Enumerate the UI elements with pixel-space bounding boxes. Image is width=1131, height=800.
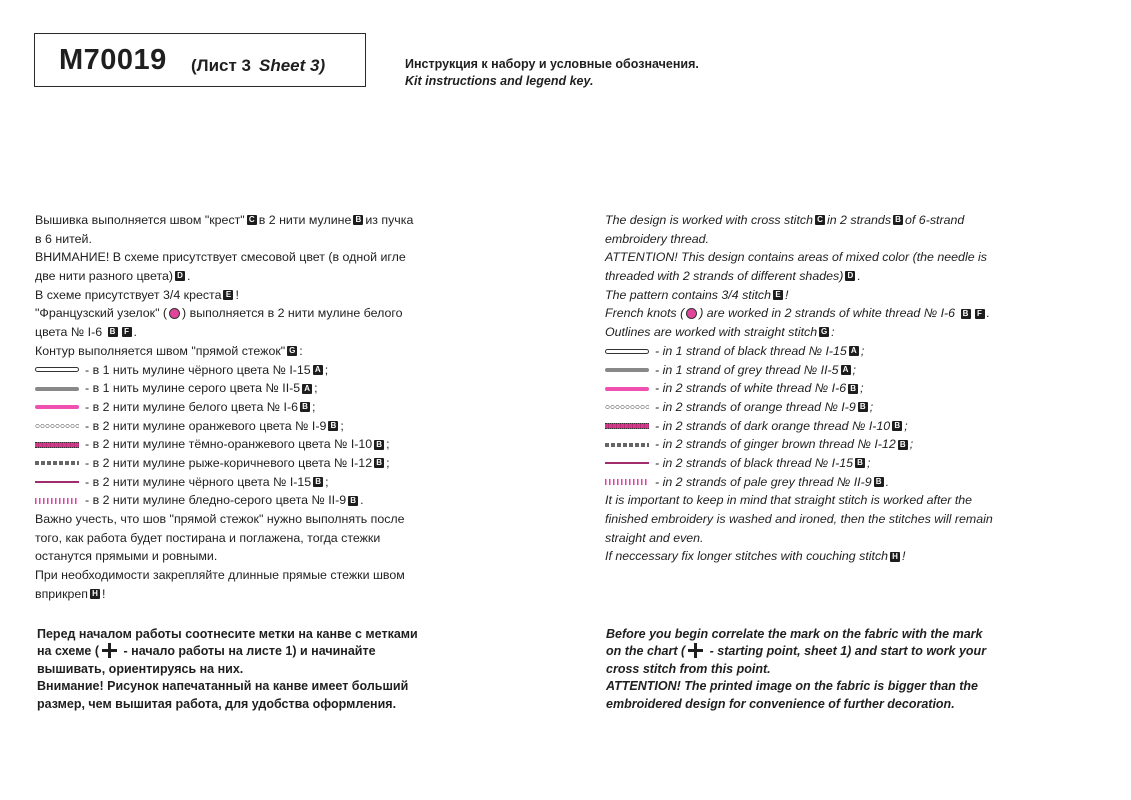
ru-line: в 6 нитей. [35, 231, 92, 246]
start-cross-icon [688, 643, 703, 658]
marker-b-icon: B [961, 309, 971, 319]
marker-icon: B [892, 421, 902, 431]
ru-line: вприкреп H ! [35, 586, 106, 601]
ru-line: ВНИМАНИЕ! В схеме присутствует смесовой цвет (в одной игле [35, 250, 406, 265]
en-line: Outlines are worked with straight stitch G : [605, 325, 835, 340]
ru-line: Важно учесть, что шов "прямой стежок" нужно выполнять после [35, 512, 405, 526]
ru-legend-item: - в 1 нить мулине серого цвета № II-5 A ; [35, 379, 413, 398]
marker-icon: A [849, 346, 859, 356]
ru-note-line: Внимание! Рисунок напечатанный на канве имеет больший [37, 679, 409, 694]
marker-h-icon: H [890, 552, 900, 562]
en-note-line: Before you begin correlate the mark on the fabric with the mark [606, 627, 983, 641]
white-line-swatch-icon [605, 387, 649, 391]
marker-icon: A [841, 365, 851, 375]
ru-line: Контур выполняется швом "прямой стежок" G : [35, 343, 303, 358]
french-knot-icon [686, 308, 697, 319]
english-start-note [606, 626, 986, 713]
ginger-line-swatch-icon [605, 443, 649, 447]
ru-note-line: Перед началом работы соотнесите метки на канве с метками [37, 627, 418, 641]
dark-orange-line-swatch-icon [605, 423, 649, 429]
ru-legend-item: - в 2 нити мулине оранжевого цвета № I-9 B ; [35, 417, 413, 436]
ru-line: две нити разного цвета) D . [35, 269, 191, 284]
orange-line-swatch-icon [35, 424, 79, 428]
en-line: finished embroidery is washed and ironed, then the stitches will remain [605, 512, 993, 526]
en-legend-item: - in 2 strands of orange thread № I-9 B ; [605, 398, 993, 417]
marker-icon: B [300, 402, 310, 412]
french-knot-icon [169, 308, 180, 319]
ru-legend-item: - в 2 нити мулине бледно-серого цвета № II-9 B . [35, 491, 413, 510]
en-legend-item: - in 1 strand of grey thread № II-5 A ; [605, 361, 993, 380]
sheet-label-en: Sheet 3) [259, 56, 326, 75]
en-legend-item: - in 2 strands of white thread № I-6 B ; [605, 379, 993, 398]
marker-icon: A [302, 384, 312, 394]
en-note-line: cross stitch from this point. [606, 661, 771, 676]
ru-line: При необходимости закрепляйте длинные прямые стежки швом [35, 568, 405, 583]
marker-c-icon: C [815, 215, 825, 225]
marker-f-icon: F [122, 327, 132, 337]
dark-orange-line-swatch-icon [35, 442, 79, 448]
ru-legend-item: - в 2 нити мулине рыже-коричневого цвета № I-12 B ; [35, 454, 413, 473]
en-note-line: embroidered design for convenience of further decoration. [606, 696, 955, 711]
grey-line-swatch-icon [605, 368, 649, 372]
marker-g-icon: G [820, 327, 828, 337]
marker-icon: B [858, 402, 868, 412]
product-code: M70019 [59, 44, 167, 76]
sheet-label [191, 56, 325, 76]
marker-h-icon: H [90, 589, 100, 599]
en-line: French knots ( ) are worked in 2 strands of white thread № I-6 B F . [605, 306, 990, 321]
heading-en: Kit instructions and legend key. [405, 74, 594, 88]
en-line: straight and even. [605, 530, 704, 545]
marker-b-icon: B [108, 327, 118, 337]
ru-legend-item: - в 2 нити мулине чёрного цвета № I-15 B ; [35, 473, 413, 492]
sheet-label-ru: (Лист 3 [191, 56, 251, 75]
black-line-swatch-icon [35, 367, 79, 372]
marker-icon: B [874, 477, 884, 487]
black-line-swatch-icon [605, 349, 649, 354]
pale-grey-line-swatch-icon [35, 498, 79, 504]
marker-e-icon: E [223, 290, 233, 300]
marker-g-icon: G [289, 346, 296, 356]
marker-d-icon: D [845, 271, 855, 281]
en-line: The design is worked with cross stitch C in 2 strands B of 6-strand [605, 213, 965, 227]
grey-line-swatch-icon [35, 387, 79, 391]
ru-legend-item: - в 2 нити мулине белого цвета № I-6 B ; [35, 398, 413, 417]
sheet-title-box [34, 33, 366, 87]
ru-line: цвета № I-6 B F . [35, 325, 137, 340]
en-legend-item: - in 2 strands of black thread № I-15 B ; [605, 454, 993, 473]
en-note-line: ATTENTION! The printed image on the fabric is bigger than the [606, 679, 979, 694]
ru-line: В схеме присутствует 3/4 креста E ! [35, 287, 239, 302]
en-legend-item: - in 2 strands of dark orange thread № I-10 B ; [605, 417, 993, 436]
marker-d-icon: D [175, 271, 185, 281]
en-legend-item: - in 1 strand of black thread № I-15 A ; [605, 342, 993, 361]
ru-note-line: вышивать, ориентируясь на них. [37, 661, 244, 676]
ru-note-line: на схеме ( - начало работы на листе 1) и начинайте [37, 644, 376, 659]
russian-start-note [37, 626, 418, 713]
marker-icon: B [328, 421, 338, 431]
marker-b-icon: B [353, 215, 363, 225]
marker-icon: B [898, 440, 908, 450]
heading-ru: Инструкция к набору и условные обозначения. [405, 57, 699, 71]
black-2-line-swatch-icon [35, 481, 79, 483]
orange-line-swatch-icon [605, 405, 649, 409]
ru-line: останутся прямыми и ровными. [35, 549, 218, 564]
marker-c-icon: C [247, 215, 257, 225]
english-instructions [605, 211, 993, 566]
marker-e-icon: E [773, 290, 783, 300]
en-line: ATTENTION! This design contains areas of mixed color (the needle is [605, 250, 987, 265]
marker-icon: B [374, 458, 384, 468]
pale-grey-line-swatch-icon [605, 479, 649, 485]
ginger-line-swatch-icon [35, 461, 79, 465]
en-legend-item: - in 2 strands of ginger brown thread № I-12 B ; [605, 435, 993, 454]
ru-line: Вышивка выполняется швом "крест" C в 2 нити мулине B из пучка [35, 213, 414, 227]
en-line: threaded with 2 strands of different shades) D . [605, 269, 861, 284]
white-line-swatch-icon [35, 405, 79, 409]
en-line: It is important to keep in mind that straight stitch is worked after the [605, 493, 973, 508]
marker-icon: B [374, 440, 384, 450]
start-cross-icon [102, 643, 117, 658]
ru-line: "Французский узелок" ( ) выполняется в 2 нити мулине белого [35, 306, 403, 321]
marker-icon: B [848, 384, 858, 394]
page-heading [405, 56, 699, 90]
marker-icon: B [313, 477, 323, 487]
marker-f-icon: F [975, 309, 985, 319]
marker-icon: A [313, 365, 323, 375]
russian-instructions [35, 211, 413, 603]
marker-icon: B [348, 496, 358, 506]
en-line: embroidery thread. [605, 231, 709, 246]
en-line: If neccessary fix longer stitches with couching stitch H ! [605, 549, 906, 564]
en-legend-item: - in 2 strands of pale grey thread № II-9 B . [605, 473, 993, 492]
marker-icon: B [855, 458, 865, 468]
ru-line: того, как работа будет постирана и поглажена, тогда стежки [35, 530, 381, 545]
ru-legend-item: - в 2 нити мулине тёмно-оранжевого цвета № I-10 B ; [35, 435, 413, 454]
ru-note-line: размер, чем вышитая работа, для удобства оформления. [37, 696, 397, 711]
marker-b-icon: B [893, 215, 903, 225]
black-2-line-swatch-icon [605, 462, 649, 464]
en-note-line: on the chart ( - starting point, sheet 1) and start to work your [606, 644, 987, 659]
ru-legend-item: - в 1 нить мулине чёрного цвета № I-15 A ; [35, 361, 413, 380]
en-line: The pattern contains 3/4 stitch E ! [605, 287, 789, 302]
